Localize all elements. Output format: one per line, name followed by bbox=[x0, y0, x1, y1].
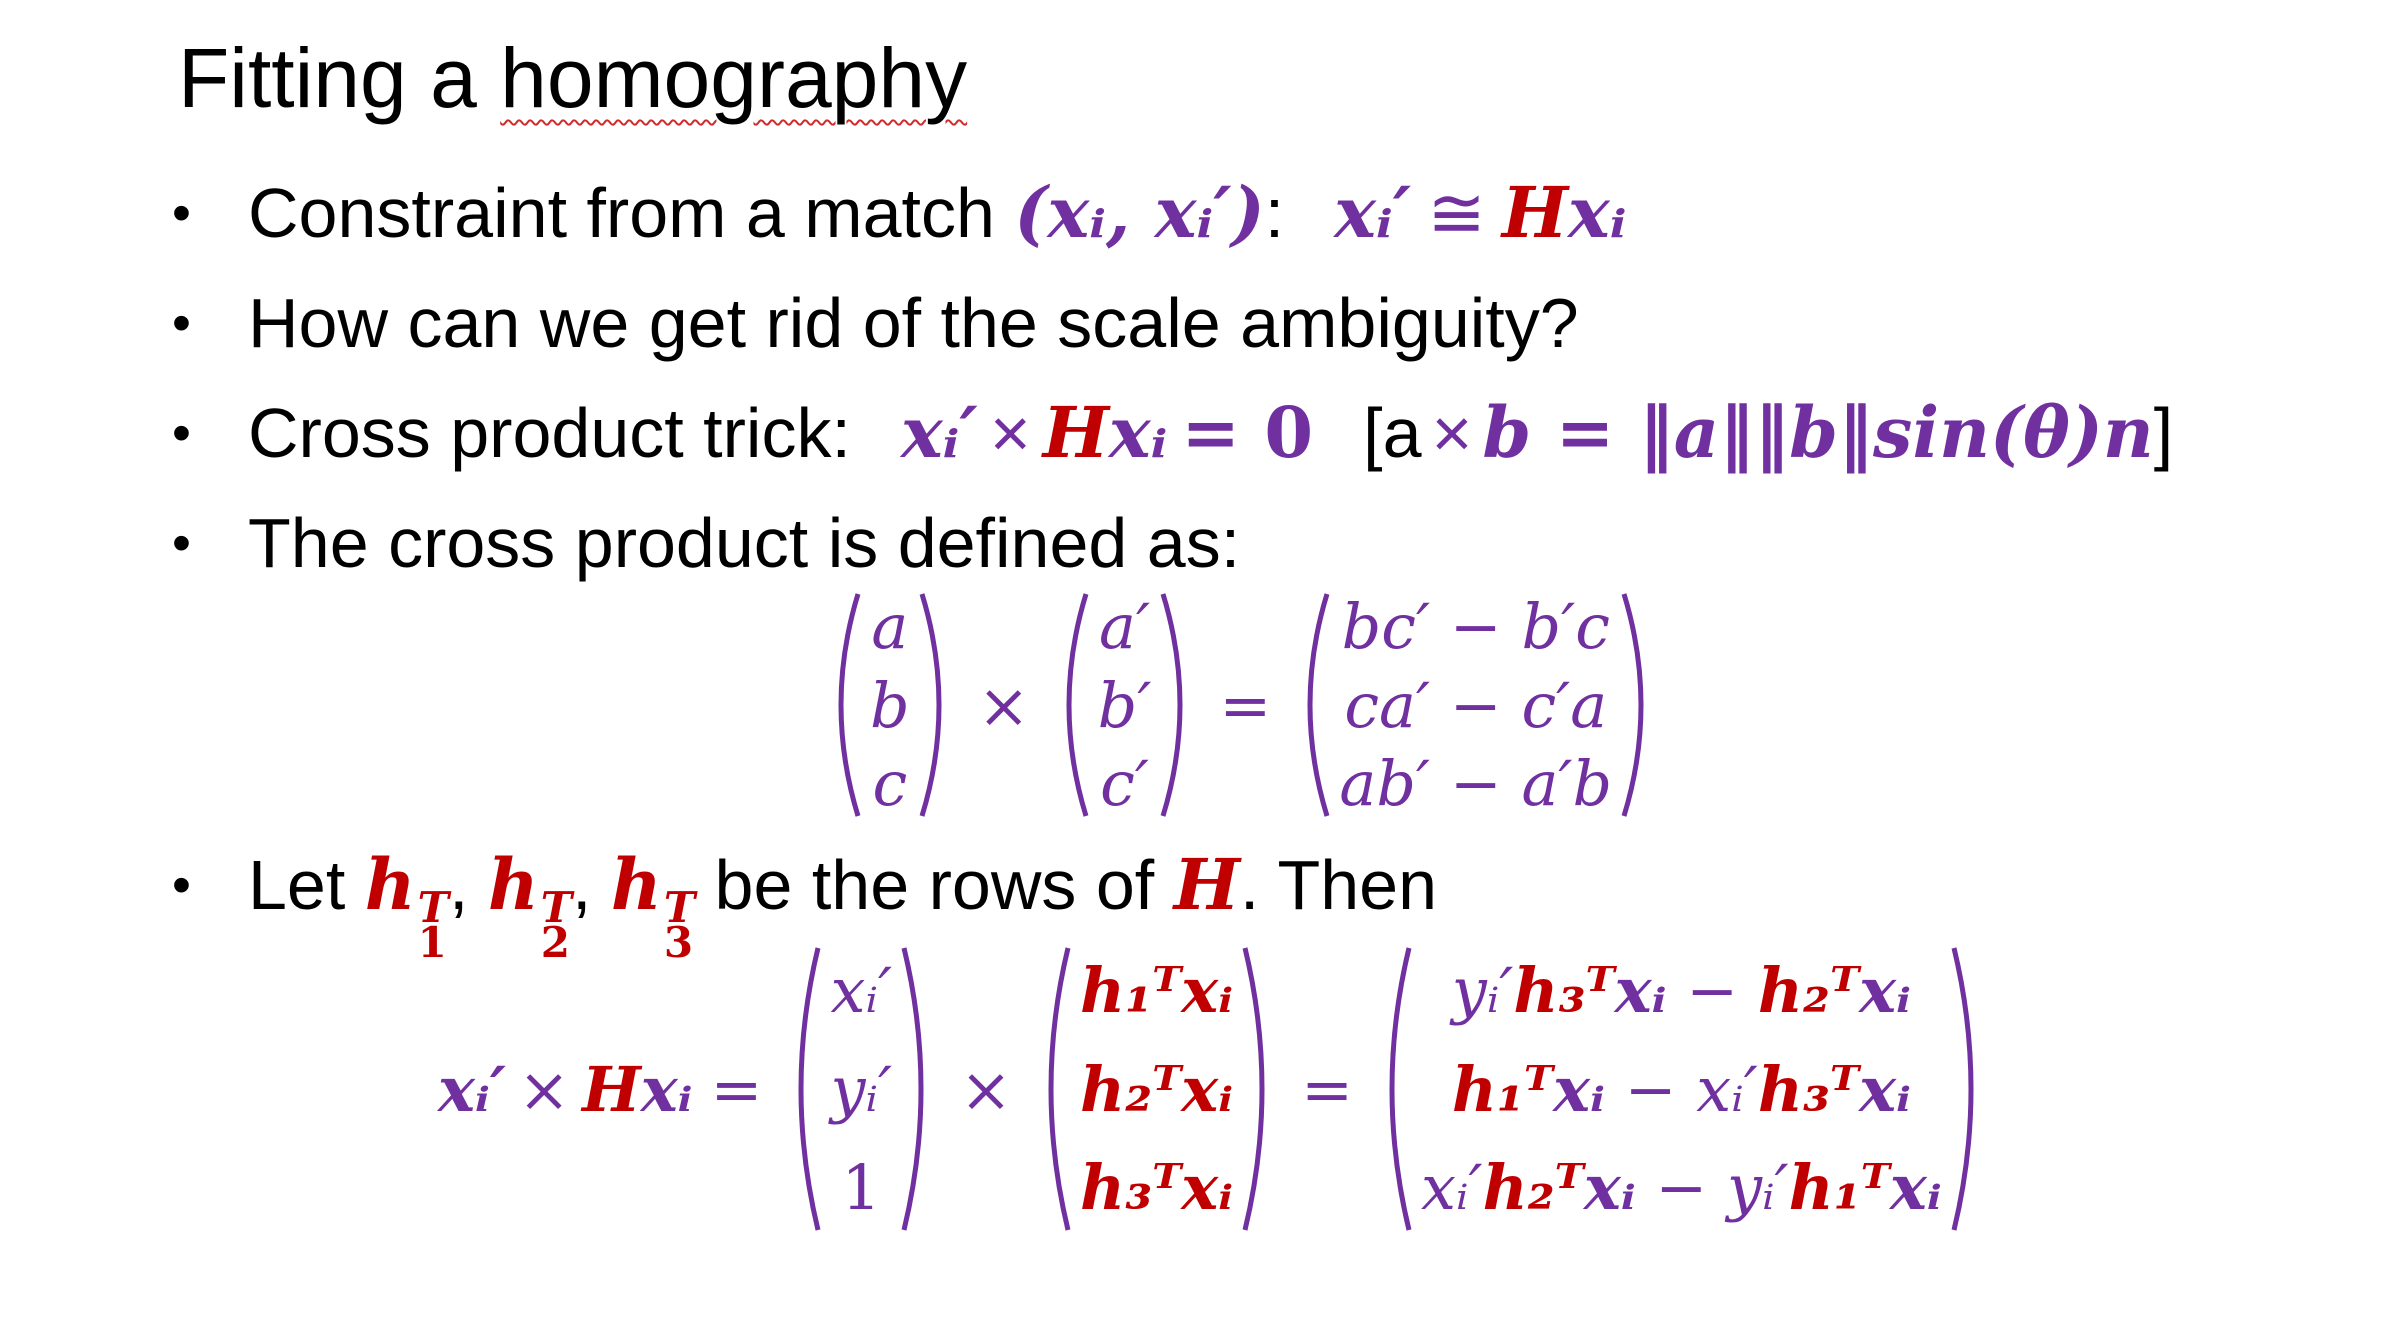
vector-entry: a′ bbox=[1099, 590, 1151, 663]
bullet-5-let: Let bbox=[248, 846, 365, 924]
left-paren bbox=[1048, 590, 1092, 820]
trick-equals-zero: = 0 bbox=[1181, 391, 1314, 474]
equals-symbol: = bbox=[1301, 1052, 1354, 1126]
vector-entry: b′ bbox=[1097, 668, 1152, 742]
matrix-H: H bbox=[1173, 843, 1240, 926]
bracket-close: ] bbox=[2153, 394, 2174, 472]
bracket-open: [a bbox=[1363, 394, 1422, 472]
right-paren bbox=[1239, 944, 1283, 1234]
result-entry: ab′ − a′b bbox=[1339, 747, 1613, 820]
right-paren bbox=[898, 944, 942, 1234]
bullet-4-text: The cross product is defined as: bbox=[248, 504, 1241, 582]
vector-xy1 bbox=[824, 954, 898, 1224]
slide-title bbox=[178, 28, 967, 128]
bullet-3-text: Cross product trick: bbox=[248, 394, 851, 472]
vector-entry: c′ bbox=[1100, 747, 1149, 820]
row-h1: h bbox=[364, 843, 416, 926]
bullet-dot: • bbox=[172, 293, 191, 353]
row-h3: h bbox=[610, 843, 662, 926]
title-text: Fitting a bbox=[178, 31, 501, 125]
bullet-5 bbox=[172, 840, 1438, 967]
bullet-1 bbox=[172, 168, 1626, 258]
bullet-1-text: Constraint from a match bbox=[248, 174, 1015, 252]
left-paren bbox=[820, 590, 864, 820]
trick-H: H bbox=[1042, 391, 1109, 474]
match-pair: (xᵢ, xᵢ′) bbox=[1014, 171, 1265, 254]
result-row-2: h₁ᵀxᵢ − xᵢ′h₃ᵀxᵢ bbox=[1451, 1052, 1911, 1126]
equals-symbol: = bbox=[710, 1052, 763, 1126]
lhs-H: H bbox=[582, 1052, 641, 1126]
bullet-4 bbox=[172, 498, 1240, 588]
vector-entry: yᵢ′ bbox=[830, 1052, 893, 1126]
bullet-dot: • bbox=[172, 183, 191, 243]
vector-entry: h₃ᵀxᵢ bbox=[1080, 1151, 1234, 1224]
cross-product-result bbox=[1333, 590, 1618, 820]
vector-Hx bbox=[1074, 954, 1239, 1224]
bullet-2 bbox=[172, 278, 1579, 368]
vector-entry: xᵢ′ bbox=[830, 954, 893, 1027]
homography-cross-product-equation bbox=[438, 944, 1992, 1234]
bullet-dot: • bbox=[172, 513, 191, 573]
left-paren bbox=[1030, 944, 1074, 1234]
bullet-1-colon: : bbox=[1264, 174, 1285, 252]
right-paren bbox=[1157, 590, 1201, 820]
constraint-lhs: xᵢ′ bbox=[1334, 171, 1412, 254]
constraint-rhs-x: xᵢ bbox=[1568, 171, 1627, 254]
times-symbol: × bbox=[960, 1052, 1012, 1126]
bullet-dot: • bbox=[172, 403, 191, 463]
lhs-x-prime: xᵢ′ bbox=[438, 1052, 507, 1126]
right-paren bbox=[1948, 944, 1992, 1234]
row-h3-scripts: T 3 bbox=[663, 883, 696, 967]
result-entry: ca′ − c′a bbox=[1344, 668, 1608, 742]
row-h2: h bbox=[487, 843, 539, 926]
bullet-2-text: How can we get rid of the scale ambiguity? bbox=[248, 284, 1579, 362]
vector-entry: a bbox=[871, 590, 909, 663]
times-symbol: × bbox=[518, 1052, 571, 1126]
row-h2-scripts: T 2 bbox=[540, 883, 573, 967]
vector-abc bbox=[864, 590, 916, 820]
result-vector bbox=[1415, 954, 1948, 1224]
vector-entry: h₂ᵀxᵢ bbox=[1080, 1052, 1234, 1126]
title-underlined-word: homography bbox=[500, 31, 968, 125]
result-entry: bc′ − b′c bbox=[1341, 590, 1610, 663]
comma: , bbox=[448, 846, 488, 924]
times-symbol: × bbox=[989, 394, 1031, 472]
congruent-symbol: ≅ bbox=[1427, 172, 1486, 254]
trick-lhs: xᵢ′ bbox=[900, 391, 978, 474]
vector-entry: h₁ᵀxᵢ bbox=[1080, 954, 1234, 1027]
trick-x: xᵢ bbox=[1108, 391, 1168, 474]
right-paren bbox=[916, 590, 960, 820]
bullet-3 bbox=[172, 388, 2173, 478]
result-row-3: xᵢ′h₂ᵀxᵢ − yᵢ′h₁ᵀxᵢ bbox=[1421, 1151, 1942, 1224]
bullet-dot: • bbox=[172, 855, 191, 915]
bullet-5-end: . Then bbox=[1239, 846, 1438, 924]
equals-symbol: = bbox=[1219, 668, 1272, 742]
left-paren bbox=[780, 944, 824, 1234]
lhs-x: xᵢ bbox=[640, 1052, 693, 1126]
comma: , bbox=[572, 846, 611, 924]
vector-entry: b bbox=[870, 668, 910, 742]
vector-entry: 1 bbox=[841, 1151, 881, 1224]
times-symbol: × bbox=[977, 668, 1030, 742]
cross-product-definition bbox=[820, 590, 1662, 820]
times-symbol-2: × bbox=[1431, 394, 1473, 472]
right-paren bbox=[1618, 590, 1662, 820]
left-paren bbox=[1371, 944, 1415, 1234]
left-paren bbox=[1289, 590, 1333, 820]
homography-H: H bbox=[1501, 171, 1568, 254]
cross-product-magnitude: b = ‖a‖‖b‖sin(θ)n bbox=[1482, 391, 2154, 474]
result-row-1: yᵢ′h₃ᵀxᵢ − h₂ᵀxᵢ bbox=[1451, 954, 1911, 1027]
row-h1-scripts: T 1 bbox=[417, 883, 449, 967]
vector-entry: c bbox=[872, 747, 908, 820]
vector-abc-prime bbox=[1092, 590, 1158, 820]
bullet-5-mid: be the rows of bbox=[695, 846, 1174, 924]
